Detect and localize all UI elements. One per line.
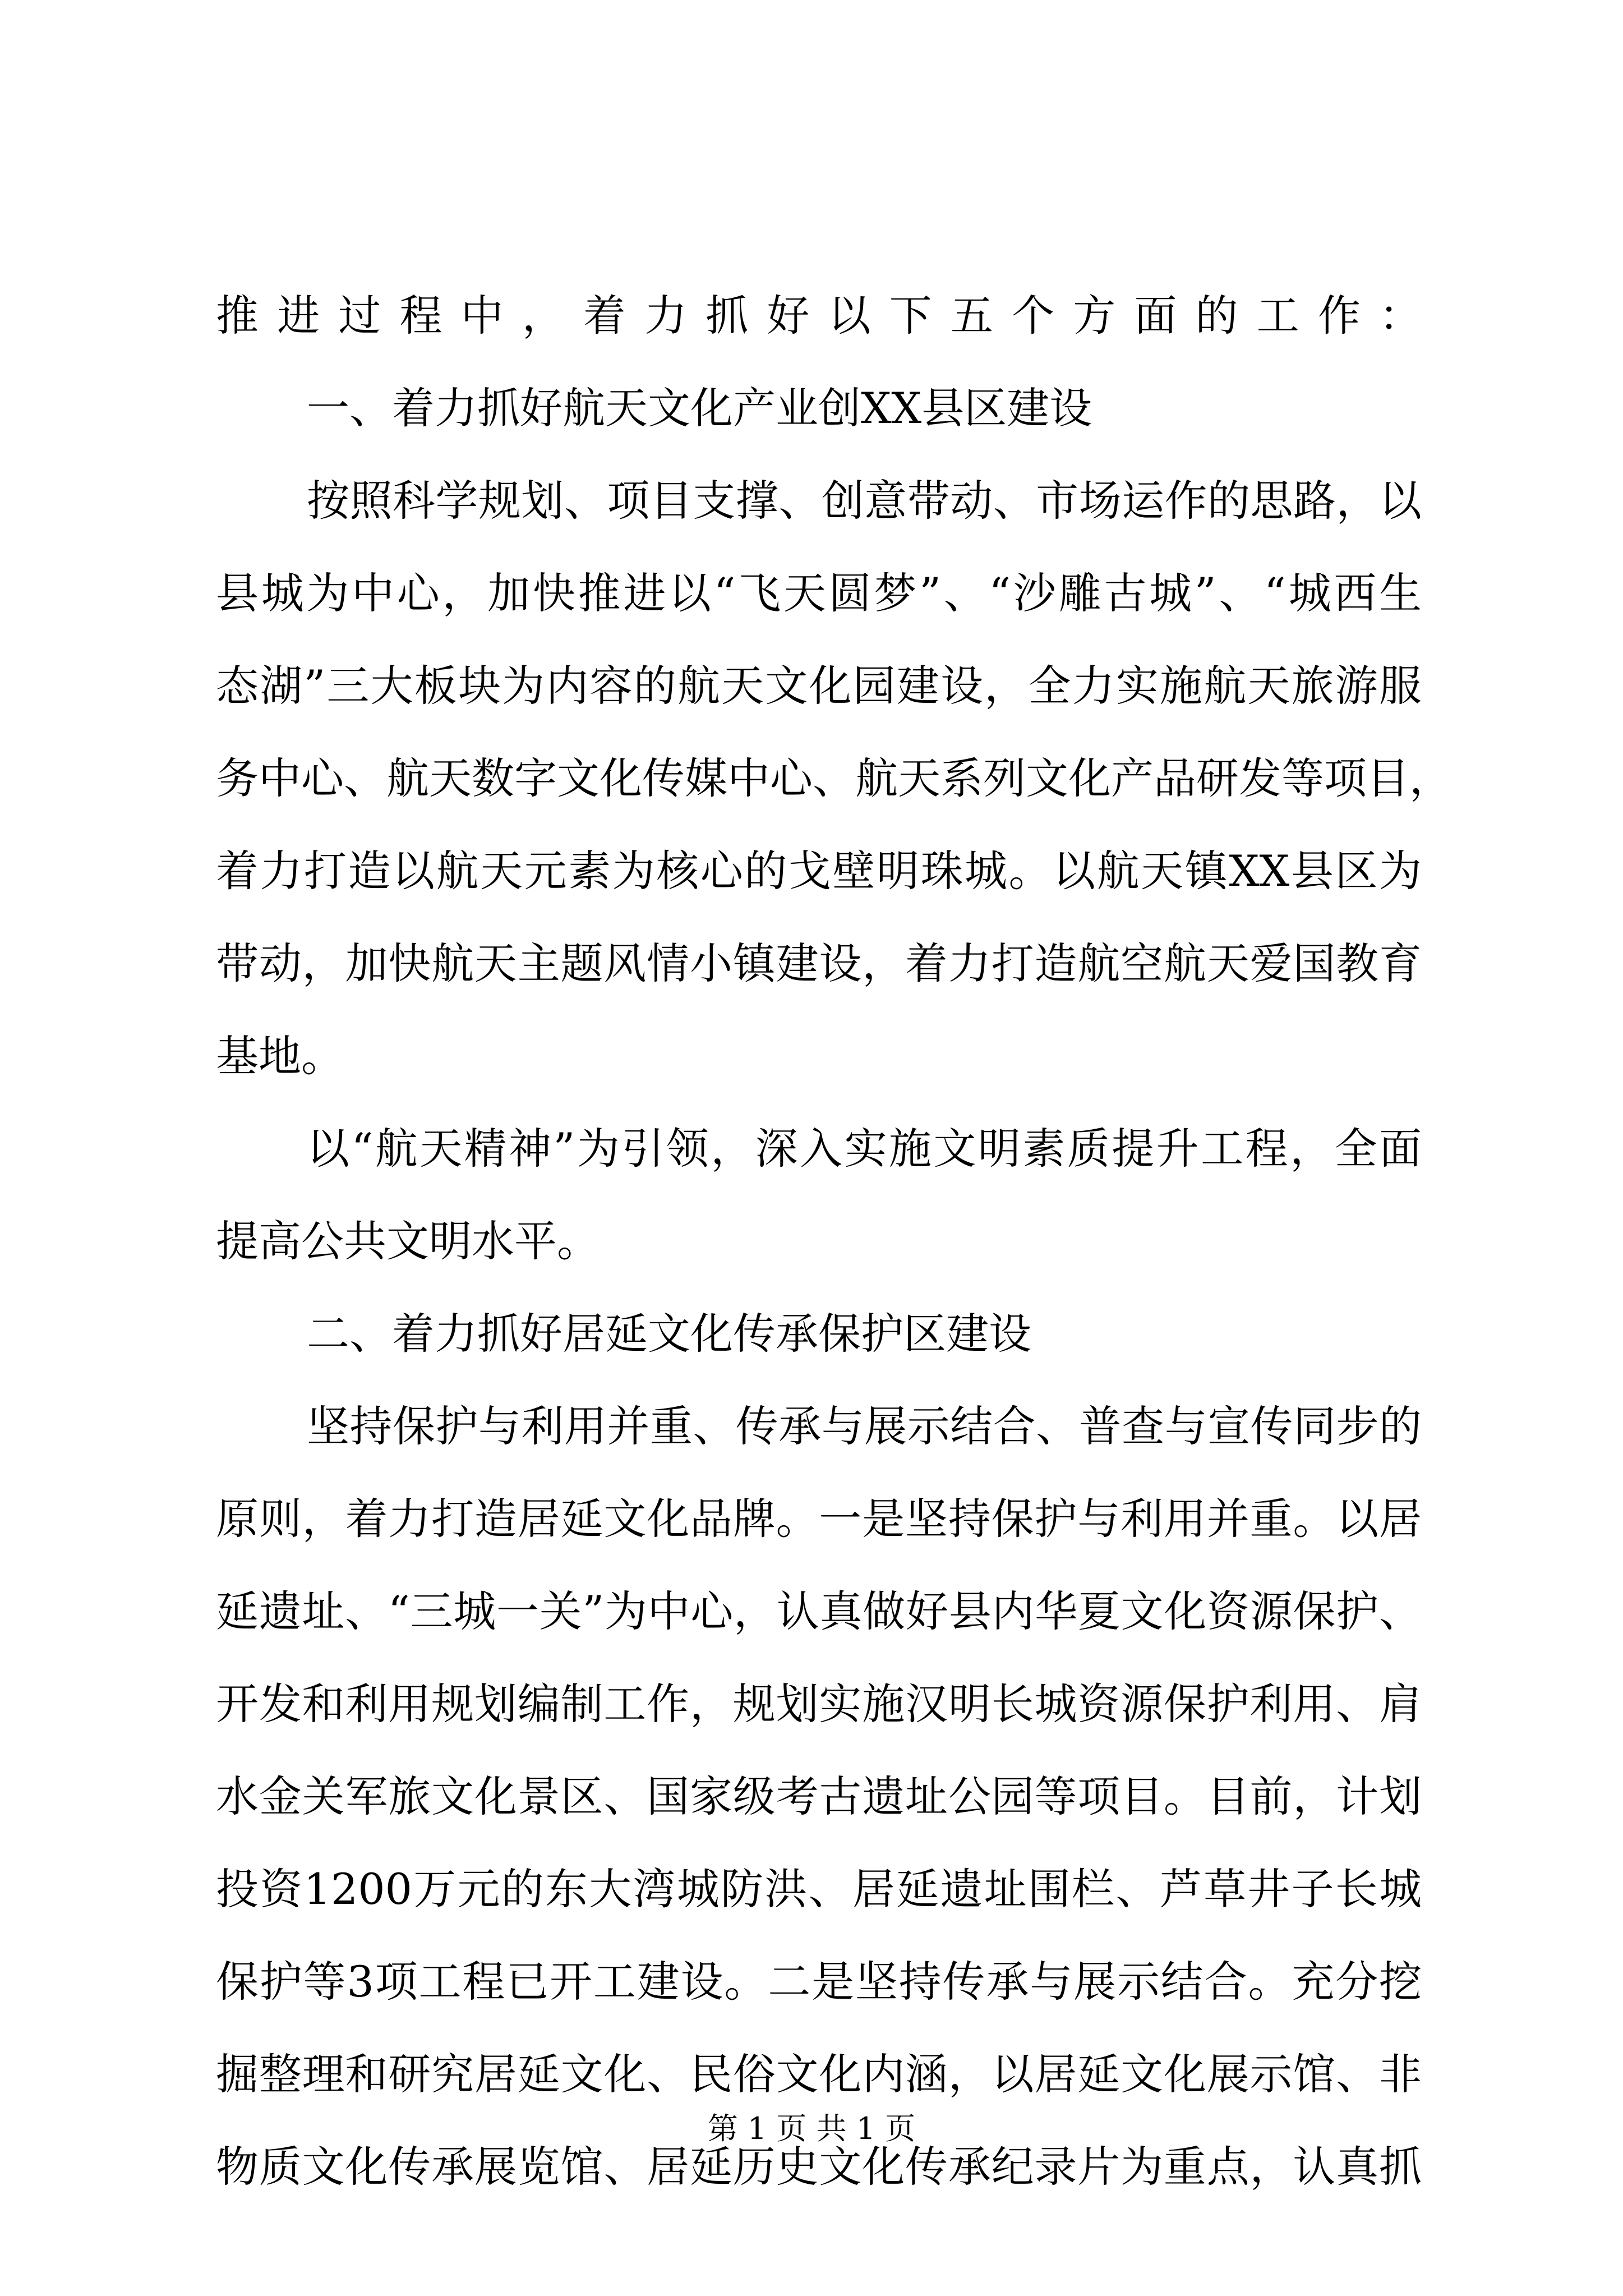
body-line: 以“航天精神”为引领，深入实施文明素质提升工程，全面 (307, 1124, 1422, 1174)
body-line: 延遗址、“三城一关”为中心，认真做好县内华夏文化资源保护、 (216, 1586, 1422, 1636)
body-line: 保护等3项工程已开工建设。二是坚持传承与展示结合。充分挖 (216, 1957, 1422, 2007)
body-line: 按照科学规划、项目支撑、创意带动、市场运作的思路，以 (307, 476, 1422, 526)
body-line: 着力打造以航天元素为核心的戈壁明珠城。以航天镇XX县区为 (216, 846, 1422, 896)
body-line: 提高公共文明水平。 (216, 1216, 600, 1266)
body-line: 态湖”三大板块为内容的航天文化园建设，全力实施航天旅游服 (216, 661, 1422, 711)
document-body (216, 269, 1452, 2213)
body-line: 物质文化传承展览馆、居延历史文化传承纪录片为重点，认真抓 (216, 2142, 1422, 2192)
body-line: 坚持保护与利用并重、传承与展示结合、普查与宣传同步的 (307, 1401, 1422, 1451)
body-line: 原则，着力打造居延文化品牌。一是坚持保护与利用并重。以居 (216, 1494, 1422, 1544)
page-number-label: 第 1 页 共 1 页 (707, 2111, 916, 2146)
section-heading: 一、着力抓好航天文化产业创XX县区建设 (307, 383, 1092, 433)
body-line: 基地。 (216, 1031, 344, 1081)
body-line: 县城为中心，加快推进以“飞天圆梦”、“沙雕古城”、“城西生 (216, 568, 1422, 618)
body-line: 推进过程中，着力抓好以下五个方面的工作： (216, 291, 1422, 341)
body-line: 务中心、航天数字文化传媒中心、航天系列文化产品研发等项目， (216, 753, 1452, 803)
body-line: 投资1200万元的东大湾城防洪、居延遗址围栏、芦草井子长城 (216, 1864, 1422, 1914)
body-line: 水金关军旅文化景区、国家级考古遗址公园等项目。目前，计划 (216, 1772, 1422, 1821)
body-line: 开发和利用规划编制工作，规划实施汉明长城资源保护利用、肩 (216, 1679, 1422, 1729)
section-heading: 二、着力抓好居延文化传承保护区建设 (307, 1309, 1031, 1359)
body-line: 掘整理和研究居延文化、民俗文化内涵，以居延文化展示馆、非 (216, 2049, 1422, 2099)
body-line: 带动，加快航天主题风情小镇建设，着力打造航空航天爱国教育 (216, 938, 1422, 988)
page-footer (0, 2106, 1623, 2151)
